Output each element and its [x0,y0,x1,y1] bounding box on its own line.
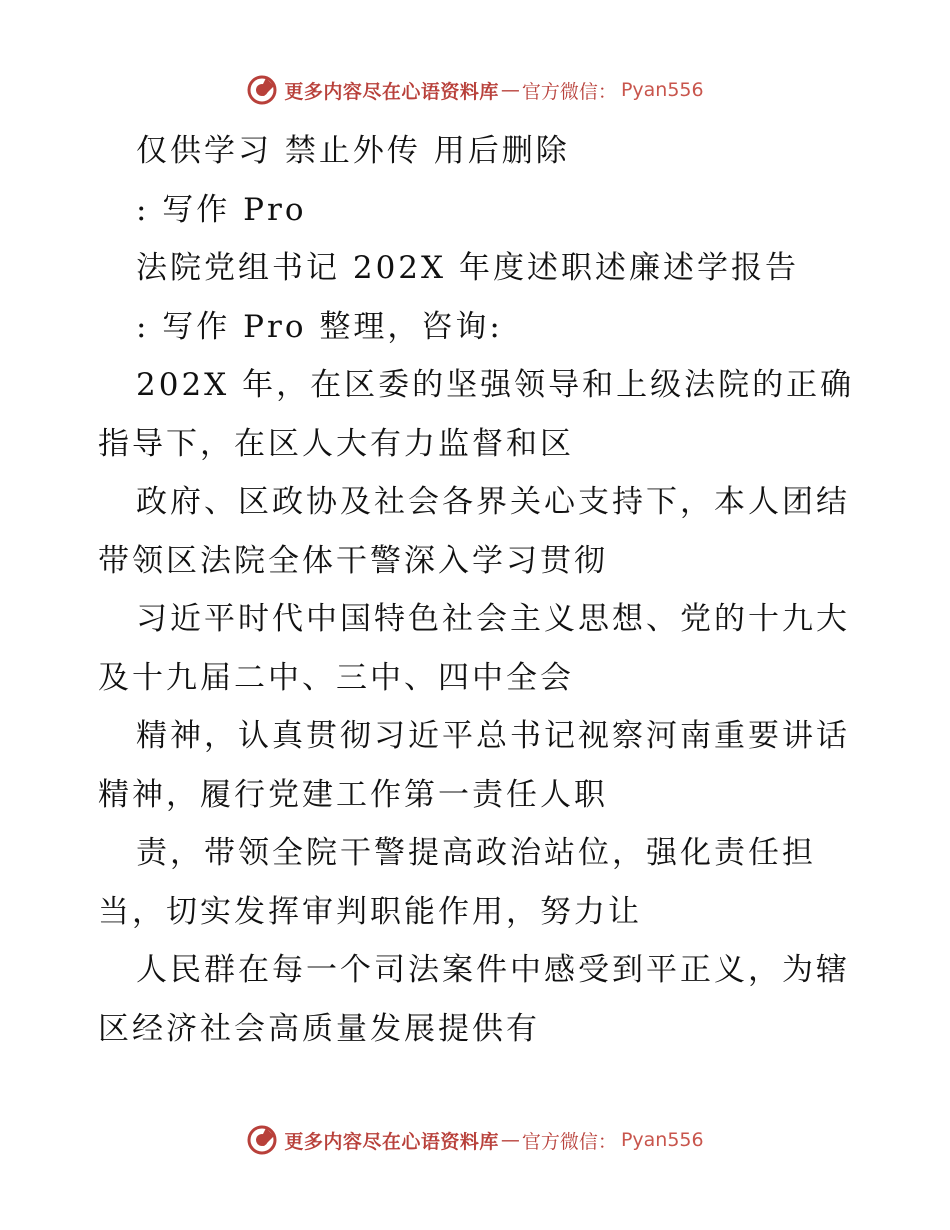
doc-line-9: 习近平时代中国特色社会主义思想、党的十九大 [136,601,850,637]
seal-pen-logo-icon [246,74,278,106]
doc-line-11: 精神，认真贯彻习近平总书记视察河南重要讲话 [136,718,850,754]
doc-title: 法院党组书记 202X 年度述职述廉述学报告 [136,250,799,286]
watermark-wechat-label: 官方微信： [521,1130,617,1153]
doc-line-1: 仅供学习 禁止外传 用后删除 [136,133,570,169]
doc-line-8: 带领区法院全体干警深入学习贯彻 [98,542,608,579]
doc-line-14: 当，切实发挥审判职能作用，努力让 [98,893,642,930]
doc-line-4: : 写作 Pro 整理，咨询: [136,308,503,345]
watermark-wechat-label: 官方微信： [521,80,617,103]
doc-line-7: 政府、区政协及社会各界关心支持下，本人团结 [136,484,850,520]
watermark-site-text: 更多内容尽在心语资料库 [284,80,499,103]
doc-line-2: : 写作 Pro [136,191,307,228]
seal-pen-logo-icon [246,1124,278,1156]
watermark-dash: — [500,79,520,101]
doc-line-13: 责，带领全院干警提高政治站位，强化责任担 [136,835,816,871]
doc-line-15: 人民群在每一个司法案件中感受到平正义，为辖 [136,952,850,988]
header-watermark [0,70,950,110]
watermark-site-text: 更多内容尽在心语资料库 [284,1130,499,1153]
watermark-wechat-id: Pyan556 [620,79,704,101]
document-body [98,122,858,1058]
doc-line-5: 202X 年，在区委的坚强领导和上级法院的正确 [136,367,855,403]
watermark-wechat-id: Pyan556 [620,1129,704,1151]
watermark-dash: — [500,1129,520,1151]
doc-line-6: 指导下，在区人大有力监督和区 [98,425,574,462]
doc-line-10: 及十九届二中、三中、四中全会 [98,659,574,696]
footer-watermark [0,1120,950,1160]
doc-line-12: 精神，履行党建工作第一责任人职 [98,776,608,813]
doc-line-16: 区经济社会高质量发展提供有 [98,1010,540,1047]
